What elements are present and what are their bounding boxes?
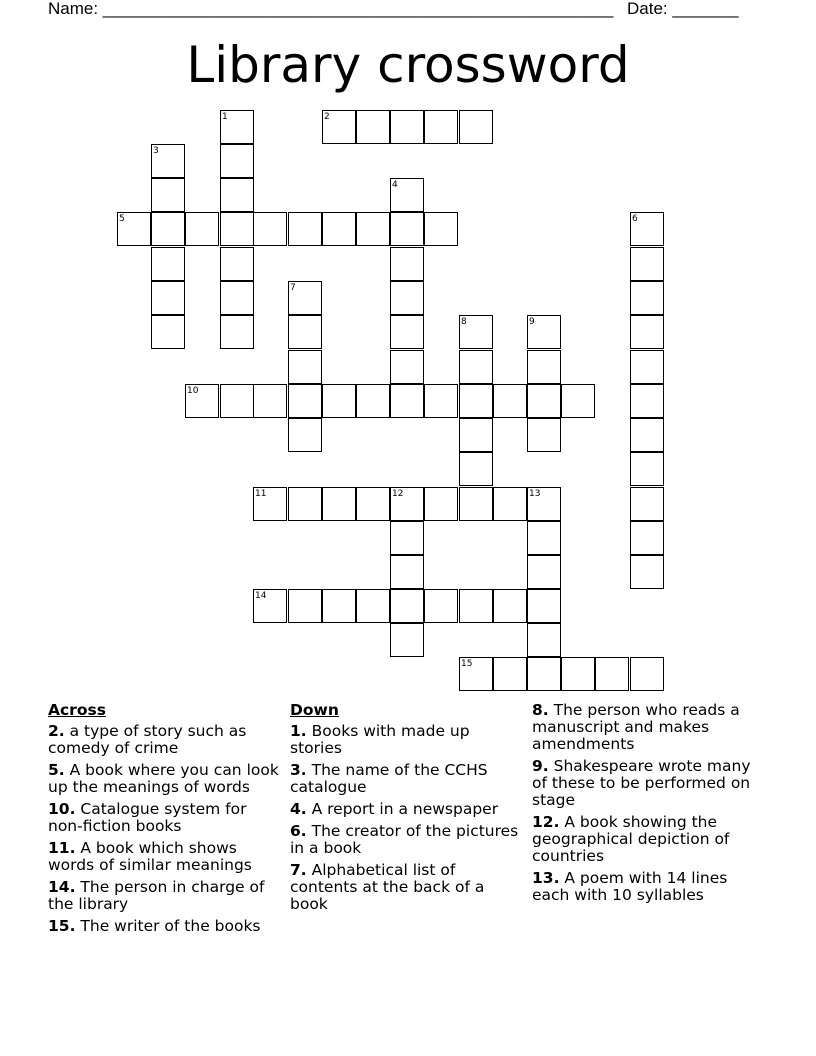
- clue-number: 13: [529, 489, 541, 499]
- grid-cell[interactable]: [459, 350, 493, 384]
- grid-cell[interactable]: [459, 418, 493, 452]
- grid-cell[interactable]: [424, 212, 458, 246]
- clue-item: [48, 762, 283, 796]
- grid-cell[interactable]: [288, 589, 322, 623]
- clue-text: Catalogue system for non-fiction books: [48, 800, 247, 835]
- clue-number: 3: [153, 146, 159, 156]
- across-heading: Across: [48, 701, 106, 719]
- clue-text: A poem with 14 lines each with 10 syllables: [532, 869, 728, 904]
- clue-number: 1: [222, 112, 228, 122]
- grid-cell[interactable]: [459, 110, 493, 144]
- date-field[interactable]: Date: _______: [627, 0, 739, 18]
- clue-text: a type of story such as comedy of crime: [48, 722, 247, 757]
- grid-cell[interactable]: [595, 657, 629, 691]
- clue-item: [48, 723, 283, 757]
- grid-cell[interactable]: [561, 384, 595, 418]
- grid-cell[interactable]: [151, 315, 185, 349]
- clue-num: 11.: [48, 839, 76, 857]
- grid-cell[interactable]: [527, 521, 561, 555]
- grid-cell[interactable]: [390, 281, 424, 315]
- grid-cell[interactable]: [390, 350, 424, 384]
- grid-cell[interactable]: [390, 110, 424, 144]
- clue-item: [290, 823, 525, 857]
- grid-cell[interactable]: [220, 144, 254, 178]
- clue-number: 9: [529, 317, 535, 327]
- grid-cell[interactable]: [322, 589, 356, 623]
- clue-number: 12: [392, 489, 404, 499]
- grid-cell[interactable]: [253, 384, 287, 418]
- grid-cell[interactable]: [151, 247, 185, 281]
- grid-cell[interactable]: [390, 623, 424, 657]
- clue-item: [532, 870, 762, 904]
- clue-number: 10: [187, 386, 199, 396]
- clue-text: The person in charge of the library: [48, 878, 265, 913]
- clue-item: [48, 918, 283, 935]
- grid-cell[interactable]: [630, 521, 664, 555]
- grid-cell[interactable]: [151, 281, 185, 315]
- clue-text: The writer of the books: [75, 917, 261, 935]
- clue-item: [290, 723, 525, 757]
- clue-text: Books with made up stories: [290, 722, 470, 757]
- clue-text: Alphabetical list of contents at the back of a book: [290, 861, 485, 913]
- grid-cell[interactable]: [527, 623, 561, 657]
- clue-number: 2: [324, 112, 330, 122]
- clue-num: 7.: [290, 861, 307, 879]
- grid-cell[interactable]: [493, 487, 527, 521]
- grid-cell[interactable]: [220, 281, 254, 315]
- grid-cell[interactable]: [459, 589, 493, 623]
- grid-cell[interactable]: [390, 589, 424, 623]
- clue-item: [290, 801, 525, 818]
- grid-cell[interactable]: [288, 418, 322, 452]
- grid-cell[interactable]: [390, 212, 424, 246]
- grid-cell[interactable]: [390, 247, 424, 281]
- grid-cell[interactable]: [390, 521, 424, 555]
- clue-number: 8: [461, 317, 467, 327]
- clue-number: 15: [461, 659, 473, 669]
- clue-num: 13.: [532, 869, 560, 887]
- clue-text: A book showing the geographical depiction of countries: [532, 813, 730, 865]
- grid-cell[interactable]: [527, 418, 561, 452]
- down-clues: [290, 702, 525, 918]
- grid-cell[interactable]: [630, 555, 664, 589]
- clue-item: [532, 758, 762, 809]
- grid-cell[interactable]: [493, 589, 527, 623]
- clue-item: [48, 801, 283, 835]
- clue-num: 14.: [48, 878, 76, 896]
- grid-cell[interactable]: [220, 384, 254, 418]
- clue-num: 4.: [290, 800, 307, 818]
- grid-cell[interactable]: [630, 487, 664, 521]
- grid-cell[interactable]: [356, 212, 390, 246]
- grid-cell[interactable]: [630, 418, 664, 452]
- grid-cell[interactable]: [253, 212, 287, 246]
- grid-cell[interactable]: [288, 212, 322, 246]
- grid-cell[interactable]: [356, 110, 390, 144]
- grid-cell[interactable]: [151, 212, 185, 246]
- grid-cell[interactable]: [322, 212, 356, 246]
- grid-cell[interactable]: [630, 315, 664, 349]
- clue-num: 2.: [48, 722, 65, 740]
- clue-text: The name of the CCHS catalogue: [290, 761, 488, 796]
- grid-cell[interactable]: [459, 384, 493, 418]
- down-heading: Down: [290, 701, 339, 719]
- grid-cell[interactable]: [459, 452, 493, 486]
- grid-cell[interactable]: [390, 384, 424, 418]
- grid-cell[interactable]: [356, 384, 390, 418]
- grid-cell[interactable]: [288, 487, 322, 521]
- grid-cell[interactable]: [220, 212, 254, 246]
- grid-cell[interactable]: [288, 350, 322, 384]
- clue-item: [48, 879, 283, 913]
- clue-number: 4: [392, 180, 398, 190]
- down-clues-continued: [532, 702, 762, 909]
- grid-cell[interactable]: [561, 657, 595, 691]
- grid-cell[interactable]: [356, 589, 390, 623]
- clue-number: 6: [632, 214, 638, 224]
- clue-num: 8.: [532, 701, 549, 719]
- grid-cell[interactable]: [424, 589, 458, 623]
- grid-cell[interactable]: [390, 555, 424, 589]
- across-clue-list: [48, 723, 283, 935]
- grid-cell[interactable]: [493, 657, 527, 691]
- grid-cell[interactable]: [390, 315, 424, 349]
- grid-cell[interactable]: [288, 384, 322, 418]
- clue-item: [48, 840, 283, 874]
- grid-cell[interactable]: [185, 212, 219, 246]
- clue-number: 7: [290, 283, 296, 293]
- clue-item: [290, 862, 525, 913]
- clue-item: [290, 762, 525, 796]
- grid-cell[interactable]: [424, 487, 458, 521]
- clue-text: Shakespeare wrote many of these to be performed on stage: [532, 757, 751, 809]
- clue-text: A book where you can look up the meanings of words: [48, 761, 279, 796]
- grid-cell[interactable]: [630, 657, 664, 691]
- clue-num: 9.: [532, 757, 549, 775]
- grid-cell[interactable]: [220, 247, 254, 281]
- grid-cell[interactable]: [630, 247, 664, 281]
- clue-num: 3.: [290, 761, 307, 779]
- clue-text: The creator of the pictures in a book: [290, 822, 519, 857]
- grid-cell[interactable]: [220, 315, 254, 349]
- down-clue-list: [290, 723, 525, 913]
- page-title: Library crossword: [186, 36, 630, 94]
- grid-cell[interactable]: [630, 452, 664, 486]
- clue-num: 15.: [48, 917, 76, 935]
- grid-cell[interactable]: [356, 487, 390, 521]
- grid-cell[interactable]: [630, 350, 664, 384]
- grid-cell[interactable]: [220, 178, 254, 212]
- grid-cell[interactable]: [527, 657, 561, 691]
- grid-cell[interactable]: [527, 555, 561, 589]
- grid-cell[interactable]: [151, 178, 185, 212]
- clue-num: 1.: [290, 722, 307, 740]
- grid-cell[interactable]: [630, 384, 664, 418]
- clue-num: 10.: [48, 800, 76, 818]
- clue-text: A report in a newspaper: [306, 800, 499, 818]
- grid-cell[interactable]: [322, 487, 356, 521]
- clue-text: The person who reads a manuscript and makes amendments: [532, 701, 740, 753]
- grid-cell[interactable]: [630, 281, 664, 315]
- grid-cell[interactable]: [527, 384, 561, 418]
- grid-cell[interactable]: [424, 384, 458, 418]
- grid-cell[interactable]: [527, 589, 561, 623]
- name-field[interactable]: Name: ______________________________________________________: [48, 0, 614, 18]
- clue-text: A book which shows words of similar meanings: [48, 839, 252, 874]
- down-clue-list-continued: [532, 702, 762, 904]
- grid-cell[interactable]: [527, 350, 561, 384]
- grid-cell[interactable]: [459, 487, 493, 521]
- clue-number: 11: [255, 489, 267, 499]
- clue-item: [532, 814, 762, 865]
- clue-number: 14: [255, 591, 267, 601]
- grid-cell[interactable]: [424, 110, 458, 144]
- clue-num: 6.: [290, 822, 307, 840]
- grid-cell[interactable]: [493, 384, 527, 418]
- grid-cell[interactable]: [322, 384, 356, 418]
- clue-item: [532, 702, 762, 753]
- grid-cell[interactable]: [288, 315, 322, 349]
- clue-num: 5.: [48, 761, 65, 779]
- clue-num: 12.: [532, 813, 560, 831]
- clue-number: 5: [119, 214, 125, 224]
- across-clues: [48, 702, 283, 940]
